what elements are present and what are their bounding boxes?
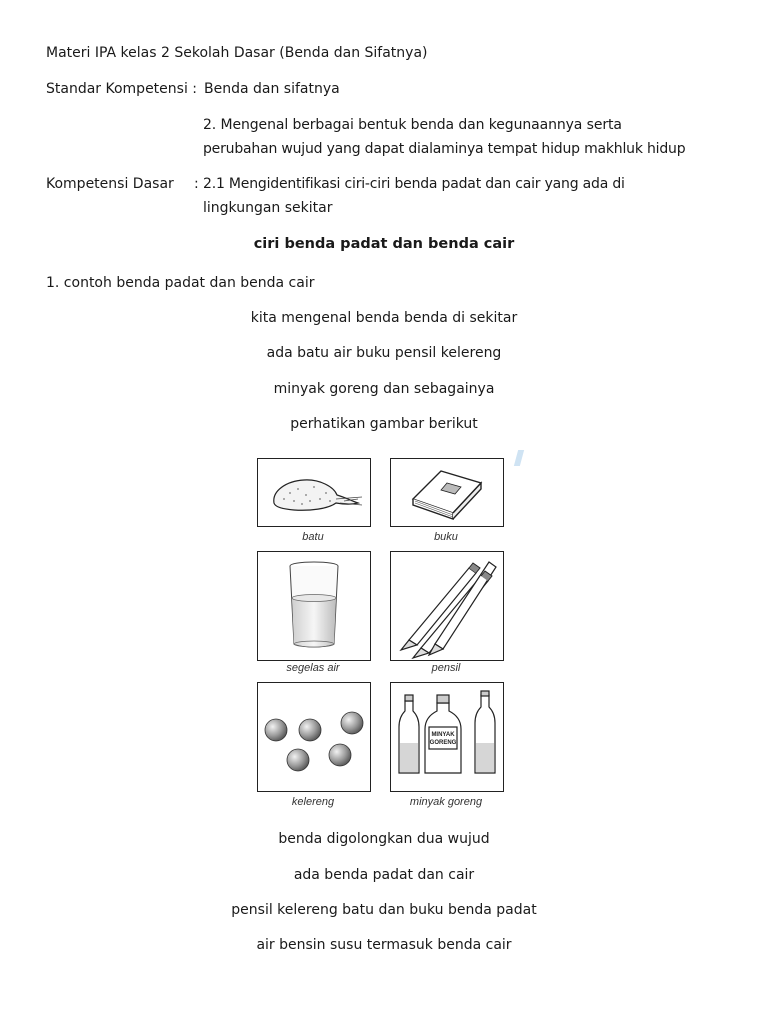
point-1-text: 1. contoh benda padat dan benda cair (46, 275, 315, 291)
bottle-label-line1: MINYAK (431, 732, 455, 738)
poem2-line: pensil kelereng batu dan buku benda padat (231, 902, 537, 918)
image-batu (257, 458, 371, 527)
caption: segelas air (286, 662, 340, 674)
stone-icon (258, 459, 370, 526)
standar-kompetensi-point-line1: 2. Mengenal berbagai bentuk benda dan kegunaannya serta (203, 117, 622, 133)
image-kelereng (257, 682, 371, 792)
pencils-icon (391, 552, 503, 660)
highlight-mark (514, 450, 524, 466)
poem1-line: ada batu air buku pensil kelereng (266, 345, 502, 361)
caption: batu (302, 531, 324, 543)
standar-kompetensi-value: Benda dan sifatnya (204, 81, 340, 97)
image-segelas-air (257, 551, 371, 661)
image-buku (390, 458, 504, 527)
poem1-line: kita mengenal benda benda di sekitar (250, 310, 518, 326)
kompetensi-dasar-colon: : (194, 176, 199, 192)
poem2-line: benda digolongkan dua wujud (278, 831, 490, 847)
poem1-line: perhatikan gambar berikut (290, 416, 478, 432)
kompetensi-dasar-label: Kompetensi Dasar (46, 176, 174, 192)
standar-kompetensi-label: Standar Kompetensi : (46, 81, 198, 97)
marbles-icon (258, 683, 370, 791)
poem1-line: minyak goreng dan sebagainya (273, 381, 495, 397)
document-title: Materi IPA kelas 2 Sekolah Dasar (Benda dan Sifatnya) (46, 45, 428, 61)
section-title: ciri benda padat dan benda cair (253, 236, 515, 252)
kompetensi-dasar-line1: 2.1 Mengidentifikasi ciri-ciri benda padat dan cair yang ada di (203, 176, 625, 192)
poem2-line: air bensin susu termasuk benda cair (256, 937, 512, 953)
poem2-line: ada benda padat dan cair (293, 867, 475, 883)
caption: minyak goreng (409, 796, 483, 808)
bottle-label-line2: GORENG (429, 740, 457, 746)
caption: buku (434, 531, 458, 543)
bottles-icon (391, 683, 503, 791)
caption: kelereng (291, 796, 335, 808)
standar-kompetensi-point-line2: perubahan wujud yang dapat dialaminya tempat hidup makhluk hidup (203, 141, 686, 157)
glass-of-water-icon (258, 552, 370, 660)
caption: pensil (431, 662, 461, 674)
kompetensi-dasar-line2: lingkungan sekitar (203, 200, 333, 216)
book-icon (391, 459, 503, 526)
image-minyak-goreng (390, 682, 504, 792)
image-pensil (390, 551, 504, 661)
